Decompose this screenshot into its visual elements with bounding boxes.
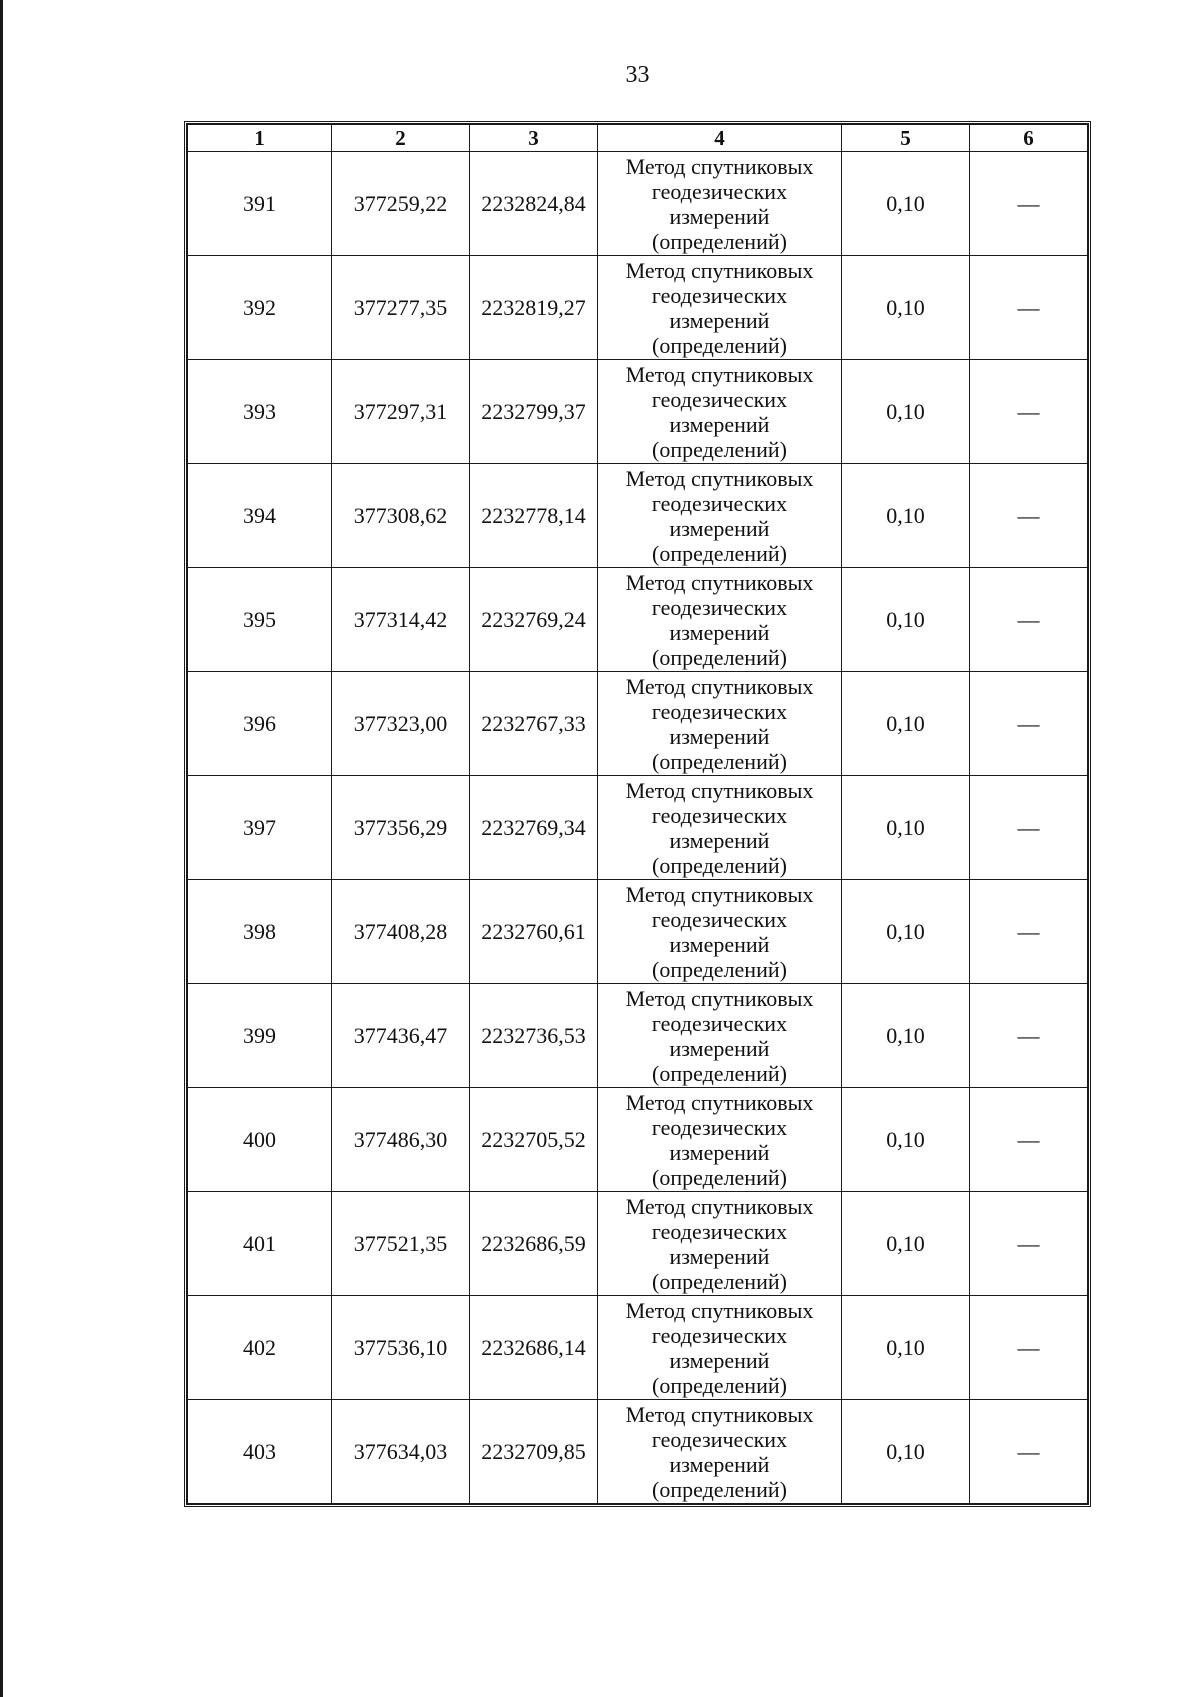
x-coordinate-cell: 377259,22 (332, 152, 470, 256)
accuracy-cell: 0,10 (842, 464, 970, 568)
method-line: геодезических (651, 386, 788, 412)
method-line: (определений) (652, 748, 787, 774)
method-line: (определений) (652, 644, 787, 670)
point-number-cell: 396 (188, 672, 332, 776)
accuracy-cell: 0,10 (842, 1400, 970, 1504)
method-line: Метод спутниковых (625, 881, 814, 907)
y-coordinate-cell: 2232819,27 (470, 256, 598, 360)
y-coordinate-cell: 2232760,61 (470, 880, 598, 984)
y-coordinate-cell: 2232686,14 (470, 1296, 598, 1400)
method-line: (определений) (652, 852, 787, 878)
method-line: Метод спутниковых (625, 257, 814, 283)
method-line: Метод спутниковых (625, 1089, 814, 1115)
x-coordinate-cell: 377521,35 (332, 1192, 470, 1296)
accuracy-cell: 0,10 (842, 256, 970, 360)
note-dash: — (1017, 1023, 1040, 1048)
note-cell (970, 1088, 1088, 1192)
x-coordinate-cell: 377536,10 (332, 1296, 470, 1400)
header-row (188, 125, 1088, 152)
point-number-cell: 403 (188, 1400, 332, 1504)
scan-left-edge (0, 0, 3, 1697)
method-cell (598, 1296, 842, 1400)
point-number-cell: 402 (188, 1296, 332, 1400)
y-coordinate-cell: 2232709,85 (470, 1400, 598, 1504)
method-cell (598, 256, 842, 360)
note-cell (970, 984, 1088, 1088)
method-line: Метод спутниковых (625, 673, 814, 699)
method-line: геодезических (651, 698, 788, 724)
method-line: геодезических (651, 1114, 788, 1140)
table-row (188, 1192, 1088, 1296)
method-line: геодезических (651, 1322, 788, 1348)
method-line: геодезических (651, 594, 788, 620)
y-coordinate-cell: 2232799,37 (470, 360, 598, 464)
header-col-5: 5 (842, 125, 970, 152)
note-cell (970, 568, 1088, 672)
method-line: геодезических (651, 906, 788, 932)
note-cell (970, 464, 1088, 568)
header-col-6: 6 (970, 125, 1088, 152)
method-line: (определений) (652, 1060, 787, 1086)
method-cell (598, 672, 842, 776)
method-line: геодезических (651, 1426, 788, 1452)
table-row (188, 672, 1088, 776)
method-line: измерений (669, 307, 770, 333)
method-line: (определений) (652, 436, 787, 462)
note-dash: — (1017, 711, 1040, 736)
method-line: измерений (669, 1139, 770, 1165)
table-row (188, 984, 1088, 1088)
method-line: измерений (669, 411, 770, 437)
y-coordinate-cell: 2232769,24 (470, 568, 598, 672)
method-line: (определений) (652, 540, 787, 566)
note-cell (970, 1192, 1088, 1296)
table-row (188, 1088, 1088, 1192)
accuracy-cell: 0,10 (842, 984, 970, 1088)
note-dash: — (1017, 191, 1040, 216)
y-coordinate-cell: 2232767,33 (470, 672, 598, 776)
note-dash: — (1017, 607, 1040, 632)
header-col-4: 4 (598, 125, 842, 152)
method-line: (определений) (652, 956, 787, 982)
header-col-1: 1 (188, 125, 332, 152)
point-number-cell: 401 (188, 1192, 332, 1296)
x-coordinate-cell: 377486,30 (332, 1088, 470, 1192)
method-line: Метод спутниковых (625, 1297, 814, 1323)
note-cell (970, 880, 1088, 984)
method-line: геодезических (651, 1010, 788, 1036)
x-coordinate-cell: 377314,42 (332, 568, 470, 672)
x-coordinate-cell: 377356,29 (332, 776, 470, 880)
note-dash: — (1017, 295, 1040, 320)
accuracy-cell: 0,10 (842, 360, 970, 464)
method-line: измерений (669, 1035, 770, 1061)
note-dash: — (1017, 503, 1040, 528)
method-line: Метод спутниковых (625, 985, 814, 1011)
accuracy-cell: 0,10 (842, 1088, 970, 1192)
note-dash: — (1017, 815, 1040, 840)
accuracy-cell: 0,10 (842, 776, 970, 880)
x-coordinate-cell: 377436,47 (332, 984, 470, 1088)
method-cell (598, 1400, 842, 1504)
note-cell (970, 672, 1088, 776)
table-row (188, 360, 1088, 464)
y-coordinate-cell: 2232769,34 (470, 776, 598, 880)
table-row (188, 776, 1088, 880)
point-number-cell: 391 (188, 152, 332, 256)
y-coordinate-cell: 2232824,84 (470, 152, 598, 256)
method-line: измерений (669, 931, 770, 957)
method-line: геодезических (651, 178, 788, 204)
y-coordinate-cell: 2232705,52 (470, 1088, 598, 1192)
method-line: геодезических (651, 282, 788, 308)
note-cell (970, 360, 1088, 464)
method-line: измерений (669, 1451, 770, 1477)
note-cell (970, 1296, 1088, 1400)
method-line: измерений (669, 1243, 770, 1269)
method-line: геодезических (651, 490, 788, 516)
method-cell (598, 464, 842, 568)
point-number-cell: 400 (188, 1088, 332, 1192)
method-line: измерений (669, 827, 770, 853)
method-line: (определений) (652, 1268, 787, 1294)
method-line: измерений (669, 619, 770, 645)
method-line: (определений) (652, 1164, 787, 1190)
method-line: (определений) (652, 1476, 787, 1502)
method-line: Метод спутниковых (625, 153, 814, 179)
header-col-2: 2 (332, 125, 470, 152)
table-row (188, 256, 1088, 360)
point-number-cell: 395 (188, 568, 332, 672)
accuracy-cell: 0,10 (842, 152, 970, 256)
note-dash: — (1017, 1231, 1040, 1256)
table-row (188, 464, 1088, 568)
note-dash: — (1017, 1127, 1040, 1152)
point-number-cell: 399 (188, 984, 332, 1088)
table-row (188, 568, 1088, 672)
method-line: измерений (669, 203, 770, 229)
table-body (188, 152, 1088, 1504)
method-cell (598, 1088, 842, 1192)
x-coordinate-cell: 377277,35 (332, 256, 470, 360)
method-cell (598, 776, 842, 880)
point-number-cell: 397 (188, 776, 332, 880)
y-coordinate-cell: 2232778,14 (470, 464, 598, 568)
accuracy-cell: 0,10 (842, 1192, 970, 1296)
x-coordinate-cell: 377408,28 (332, 880, 470, 984)
note-dash: — (1017, 919, 1040, 944)
x-coordinate-cell: 377323,00 (332, 672, 470, 776)
table-row (188, 880, 1088, 984)
method-line: Метод спутниковых (625, 569, 814, 595)
y-coordinate-cell: 2232686,59 (470, 1192, 598, 1296)
method-line: Метод спутниковых (625, 361, 814, 387)
method-line: Метод спутниковых (625, 1401, 814, 1427)
method-line: измерений (669, 1347, 770, 1373)
y-coordinate-cell: 2232736,53 (470, 984, 598, 1088)
note-cell (970, 1400, 1088, 1504)
point-number-cell: 393 (188, 360, 332, 464)
note-cell (970, 776, 1088, 880)
method-line: (определений) (652, 1372, 787, 1398)
method-line: (определений) (652, 332, 787, 358)
accuracy-cell: 0,10 (842, 672, 970, 776)
x-coordinate-cell: 377297,31 (332, 360, 470, 464)
table-row (188, 1296, 1088, 1400)
page-number: 33 (625, 62, 650, 88)
note-dash: — (1017, 399, 1040, 424)
method-cell (598, 152, 842, 256)
coordinates-table (187, 124, 1088, 1504)
table-row (188, 152, 1088, 256)
note-cell (970, 152, 1088, 256)
method-cell (598, 984, 842, 1088)
method-cell (598, 360, 842, 464)
method-line: (определений) (652, 228, 787, 254)
accuracy-cell: 0,10 (842, 880, 970, 984)
x-coordinate-cell: 377634,03 (332, 1400, 470, 1504)
note-dash: — (1017, 1335, 1040, 1360)
method-line: Метод спутниковых (625, 777, 814, 803)
point-number-cell: 392 (188, 256, 332, 360)
coordinates-table-frame (184, 121, 1091, 1507)
note-dash: — (1017, 1439, 1040, 1464)
x-coordinate-cell: 377308,62 (332, 464, 470, 568)
method-line: Метод спутниковых (625, 1193, 814, 1219)
header-col-3: 3 (470, 125, 598, 152)
method-cell (598, 568, 842, 672)
method-line: измерений (669, 515, 770, 541)
method-line: геодезических (651, 1218, 788, 1244)
method-line: измерений (669, 723, 770, 749)
note-cell (970, 256, 1088, 360)
point-number-cell: 394 (188, 464, 332, 568)
accuracy-cell: 0,10 (842, 568, 970, 672)
point-number-cell: 398 (188, 880, 332, 984)
method-line: геодезических (651, 802, 788, 828)
method-cell (598, 880, 842, 984)
table-row (188, 1400, 1088, 1504)
accuracy-cell: 0,10 (842, 1296, 970, 1400)
method-cell (598, 1192, 842, 1296)
method-line: Метод спутниковых (625, 465, 814, 491)
